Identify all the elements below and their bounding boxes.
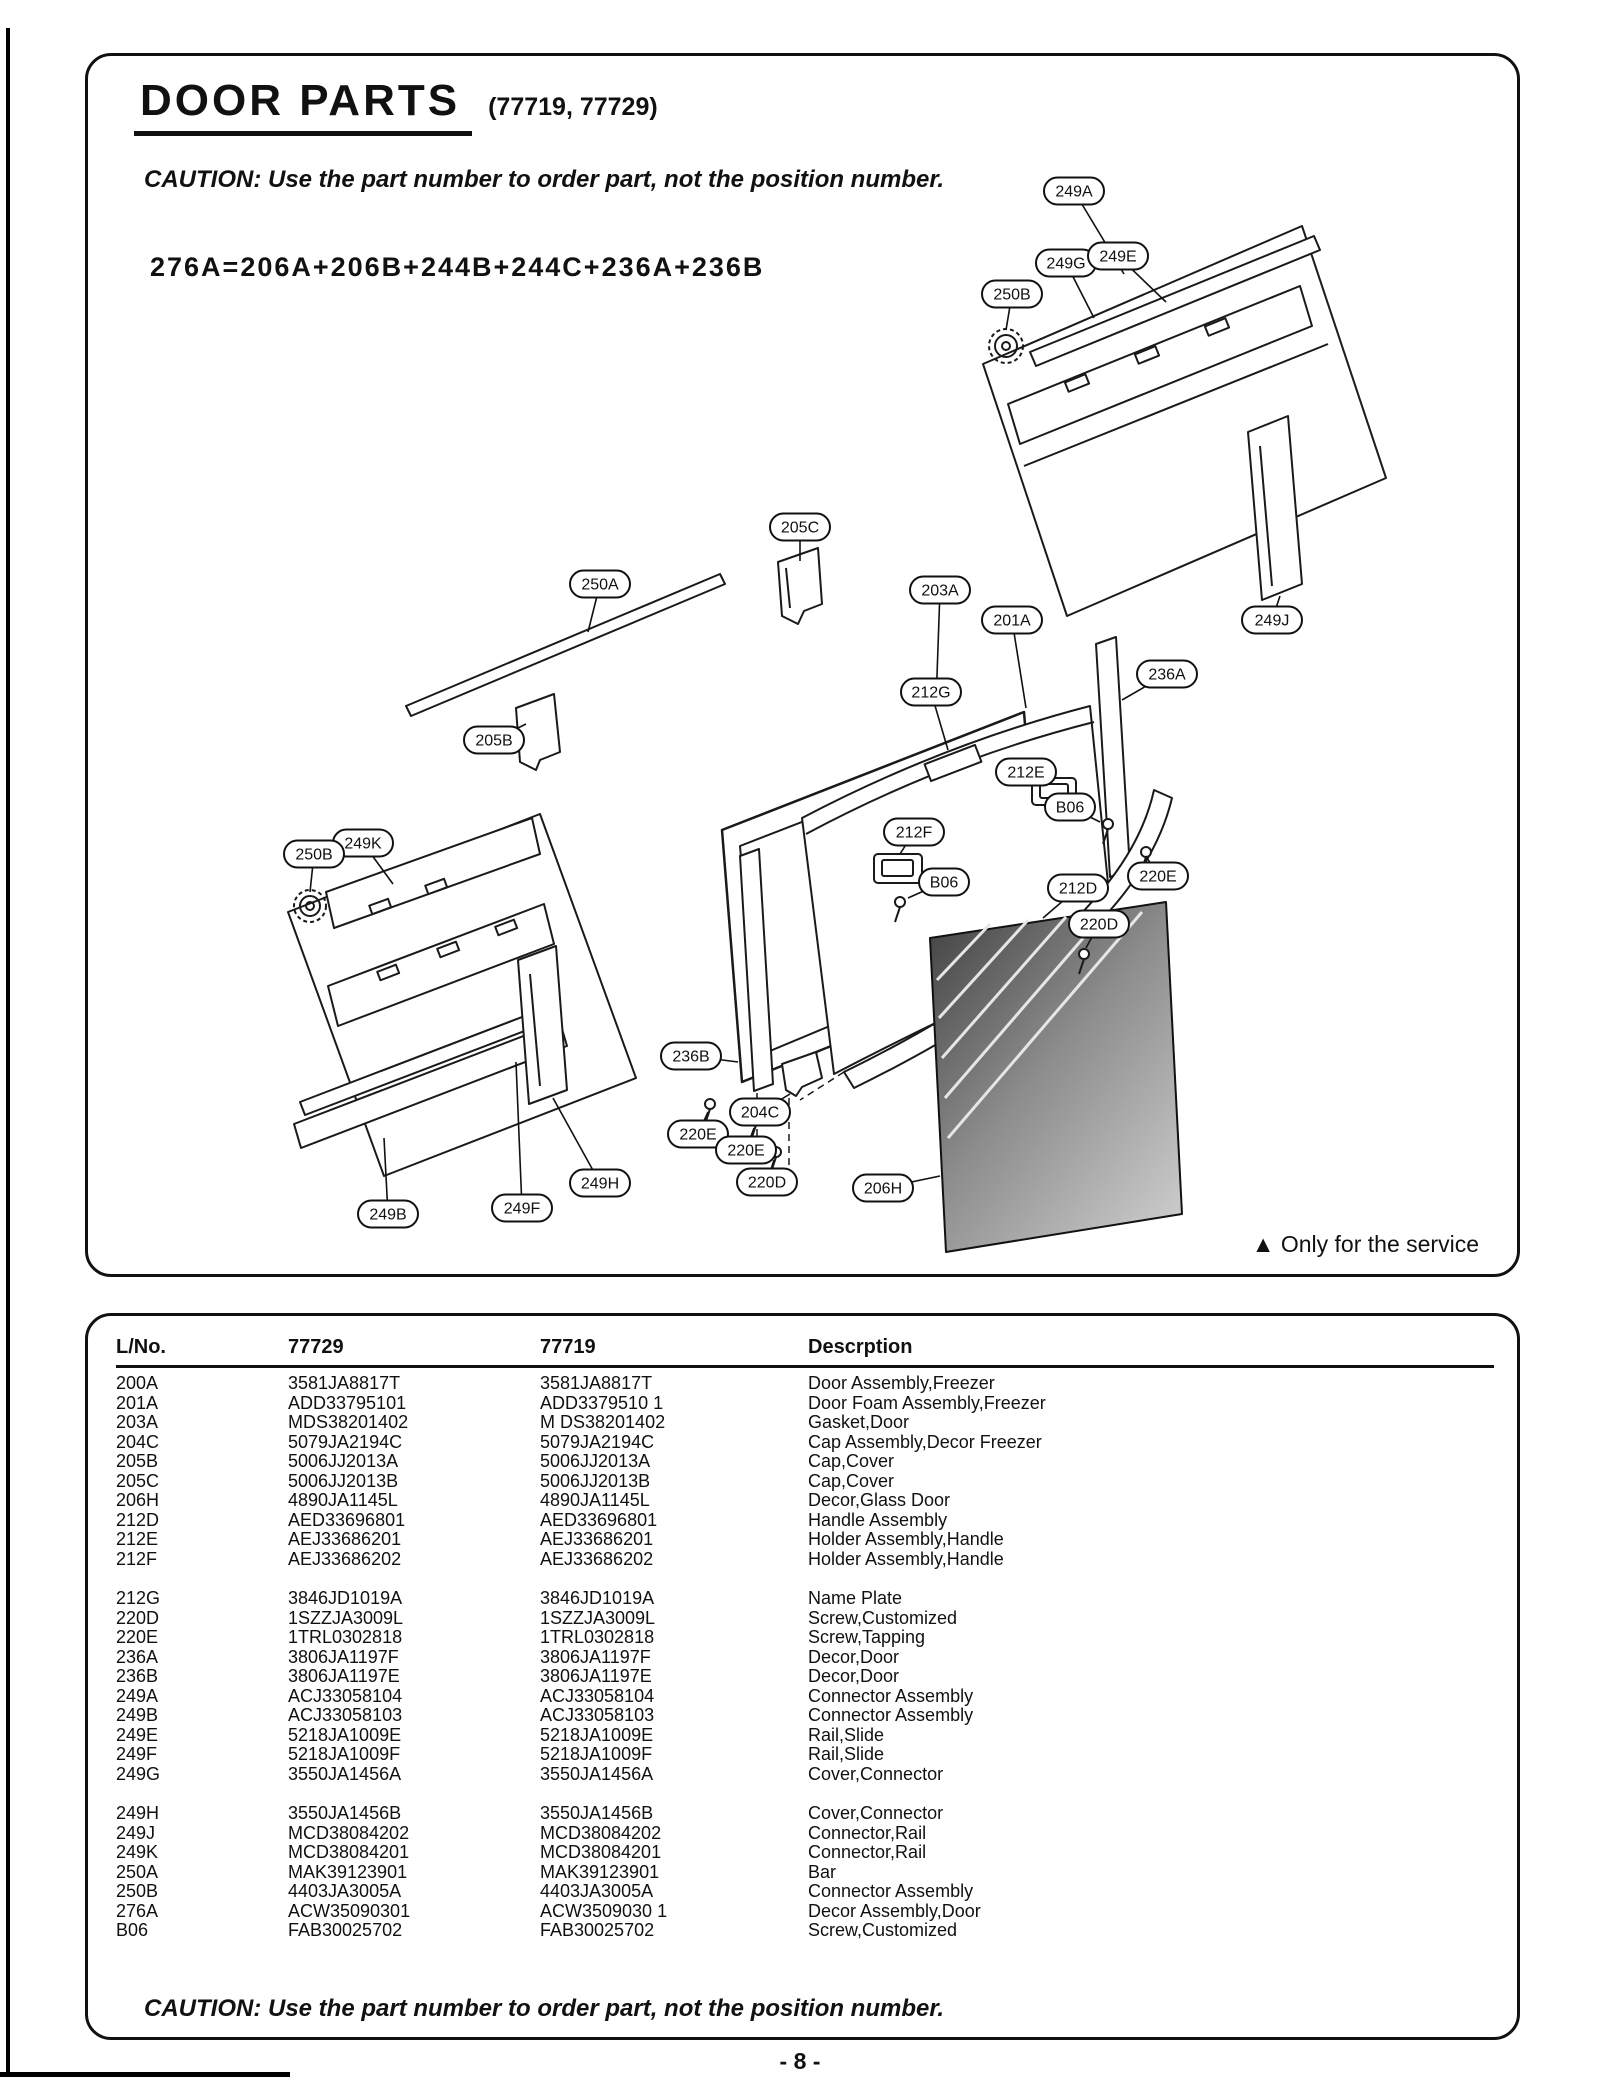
svg-text:220D: 220D <box>1079 916 1119 934</box>
table-cell: ACJ33058103 <box>288 1706 403 1725</box>
table-cell: Screw,Customized <box>808 1608 958 1628</box>
table-cell: MCD38084202 <box>540 1823 662 1843</box>
svg-text:236A: 236A <box>1148 666 1186 684</box>
table-cell: 5218JA1009F <box>288 1745 401 1764</box>
table-cell: Bar <box>808 1862 837 1882</box>
table-row <box>116 1745 1494 1765</box>
table-group-spacer <box>116 1784 1494 1804</box>
column-header: 77719 <box>540 1336 808 1367</box>
table-cell: 5218JA1009F <box>540 1745 653 1764</box>
table-cell: Gasket,Door <box>808 1413 910 1432</box>
callout-206H <box>853 1175 940 1202</box>
table-cell: 236B <box>116 1667 159 1686</box>
table-row <box>116 1433 1494 1453</box>
table-cell: 249H <box>116 1804 160 1823</box>
scan-artifact-left-edge <box>6 28 10 2074</box>
svg-text:249H: 249H <box>580 1175 620 1193</box>
part-glass-door-206h <box>930 902 1182 1252</box>
table-cell: ACW3509030 1 <box>540 1901 668 1921</box>
table-row <box>116 1863 1494 1883</box>
table-cell: FAB30025702 <box>288 1921 403 1940</box>
parts-table-panel <box>85 1313 1520 2040</box>
table-row <box>116 1609 1494 1629</box>
table-row <box>116 1550 1494 1570</box>
title-row <box>134 76 658 136</box>
connector-assembly-top-right <box>983 226 1386 616</box>
page-title: DOOR PARTS <box>134 76 472 136</box>
table-cell: ACJ33058103 <box>540 1706 655 1725</box>
table-cell: ADD33795101 <box>288 1393 407 1413</box>
table-cell: Cover,Connector <box>808 1764 944 1784</box>
table-cell: Decor,Door <box>808 1647 900 1667</box>
table-cell: 5079JA2194C <box>540 1432 655 1452</box>
table-row <box>116 1824 1494 1844</box>
column-header: L/No. <box>116 1336 288 1367</box>
svg-text:249J: 249J <box>1254 612 1290 630</box>
part-bar-250a <box>406 574 725 716</box>
svg-text:249F: 249F <box>503 1200 541 1218</box>
svg-text:212D: 212D <box>1058 880 1098 898</box>
callout-205B <box>464 724 526 754</box>
table-cell: Handle Assembly <box>808 1510 948 1530</box>
table-cell: 3550JA1456B <box>540 1804 654 1823</box>
table-cell: AEJ33686201 <box>540 1530 654 1549</box>
table-row <box>116 1491 1494 1511</box>
table-cell: Rail,Slide <box>808 1745 885 1764</box>
table-cell: Cap,Cover <box>808 1471 895 1491</box>
table-cell: 1SZZJA3009L <box>288 1608 404 1628</box>
table-cell: 205C <box>116 1471 160 1491</box>
table-cell: 1TRL0302818 <box>540 1628 655 1647</box>
table-cell: Connector Assembly <box>808 1882 974 1901</box>
table-row <box>116 1472 1494 1492</box>
callout-236B <box>661 1043 738 1070</box>
page-number: - 8 - <box>779 2048 821 2074</box>
part-connector-250b-left <box>294 890 326 922</box>
svg-text:212E: 212E <box>1007 764 1045 782</box>
table-cell: 249G <box>116 1764 161 1784</box>
table-row <box>116 1628 1494 1648</box>
table-group-spacer <box>116 1569 1494 1589</box>
table-cell: 3550JA1456B <box>288 1804 402 1823</box>
table-cell: 200A <box>116 1373 159 1393</box>
table-cell: 249F <box>116 1745 158 1764</box>
callout-250B <box>284 841 344 893</box>
svg-text:249G: 249G <box>1046 255 1086 273</box>
table-row <box>116 1413 1494 1433</box>
table-cell: Decor Assembly,Door <box>808 1901 981 1921</box>
table-cell: 205B <box>116 1452 159 1471</box>
diagram-panel <box>85 53 1520 1277</box>
table-cell: ADD3379510 1 <box>540 1393 664 1413</box>
svg-text:B06: B06 <box>1055 799 1085 817</box>
table-cell: 5006JJ2013A <box>288 1452 399 1471</box>
caution-text-bottom: CAUTION: Use the part number to order part, not the position number. <box>144 1995 945 2022</box>
part-cap-204c <box>782 1052 822 1096</box>
table-cell: 3550JA1456A <box>288 1764 402 1784</box>
table-row <box>116 1589 1494 1609</box>
svg-text:220D: 220D <box>747 1174 787 1192</box>
table-row <box>116 1765 1494 1785</box>
svg-text:249E: 249E <box>1099 248 1137 266</box>
table-cell: 5006JJ2013B <box>288 1471 399 1491</box>
table-row <box>116 1843 1494 1863</box>
table-cell: AED33696801 <box>540 1510 658 1530</box>
table-row <box>116 1452 1494 1472</box>
svg-text:250A: 250A <box>581 576 619 594</box>
table-cell: 203A <box>116 1413 159 1432</box>
callout-201A <box>982 607 1042 709</box>
column-header: 77729 <box>288 1336 540 1367</box>
table-cell: 212G <box>116 1589 161 1608</box>
svg-text:212F: 212F <box>895 824 933 842</box>
table-cell: Name Plate <box>808 1589 903 1608</box>
table-cell: Cover,Connector <box>808 1804 944 1823</box>
table-cell: 4403JA3005A <box>288 1882 402 1901</box>
table-cell: MCD38084201 <box>288 1843 410 1862</box>
table-cell: Connector Assembly <box>808 1686 974 1706</box>
table-cell: 3846JD1019A <box>540 1589 655 1608</box>
table-cell: 249E <box>116 1725 159 1745</box>
diagram-art <box>288 226 1386 1252</box>
table-cell: 3550JA1456A <box>540 1764 654 1784</box>
callout-220D <box>737 1160 797 1196</box>
table-row <box>116 1921 1494 1941</box>
table-row <box>116 1394 1494 1414</box>
callout-249G <box>1036 250 1096 319</box>
table-row <box>116 1902 1494 1922</box>
svg-text:203A: 203A <box>921 582 959 600</box>
callout-249B <box>358 1138 418 1228</box>
table-cell: 220D <box>116 1608 160 1628</box>
table-row <box>116 1804 1494 1824</box>
table-cell: Rail,Slide <box>808 1725 885 1745</box>
table-cell: 201A <box>116 1393 159 1413</box>
table-cell: 250B <box>116 1882 159 1901</box>
table-cell: 5006JJ2013B <box>540 1471 651 1491</box>
table-cell: 4403JA3005A <box>540 1882 654 1901</box>
column-header: Descrption <box>808 1336 1494 1367</box>
svg-text:B06: B06 <box>929 874 959 892</box>
table-row <box>116 1882 1494 1902</box>
table-cell: 1TRL0302818 <box>288 1628 403 1647</box>
table-row <box>116 1726 1494 1746</box>
table-cell: Screw,Customized <box>808 1921 958 1940</box>
connector-assembly-left <box>288 814 636 1176</box>
table-cell: MAK39123901 <box>540 1862 660 1882</box>
table-cell: 3846JD1019A <box>288 1589 403 1608</box>
table-row <box>116 1706 1494 1726</box>
parts-table-body <box>116 1367 1494 1941</box>
table-cell: Holder Assembly,Handle <box>808 1530 1004 1549</box>
table-cell: B06 <box>116 1921 149 1940</box>
callout-249H <box>553 1098 630 1197</box>
table-cell: Connector,Rail <box>808 1823 927 1843</box>
table-cell: Decor,Glass Door <box>808 1491 951 1510</box>
assembly-formula: 276A=206A+206B+244B+244C+236A+236B <box>150 252 765 282</box>
svg-text:250B: 250B <box>993 286 1031 304</box>
table-cell: Connector Assembly <box>808 1706 974 1725</box>
svg-text:250B: 250B <box>295 846 333 864</box>
callout-236A <box>1122 661 1197 701</box>
table-cell: 3806JA1197F <box>288 1647 399 1667</box>
table-cell: 212E <box>116 1530 159 1549</box>
table-cell: MAK39123901 <box>288 1862 408 1882</box>
svg-text:205C: 205C <box>780 519 820 537</box>
svg-text:249B: 249B <box>369 1206 407 1224</box>
svg-text:212G: 212G <box>911 684 951 702</box>
table-cell: 236A <box>116 1647 159 1667</box>
svg-text:220E: 220E <box>679 1126 717 1144</box>
parts-table <box>116 1336 1494 1941</box>
table-cell: 212F <box>116 1549 158 1569</box>
table-cell: Holder Assembly,Handle <box>808 1549 1004 1569</box>
table-cell: Door Assembly,Freezer <box>808 1373 995 1393</box>
model-numbers: (77719, 77729) <box>488 93 658 121</box>
table-cell: Cap,Cover <box>808 1452 895 1471</box>
table-cell: MCD38084202 <box>288 1823 410 1843</box>
parts-table-head-row <box>116 1336 1494 1367</box>
svg-text:249A: 249A <box>1055 183 1093 201</box>
table-cell: 250A <box>116 1862 159 1882</box>
part-cover-connector-249h <box>518 946 567 1104</box>
table-cell: MDS38201402 <box>288 1413 409 1432</box>
table-cell: AEJ33686201 <box>288 1530 402 1549</box>
callout-205C <box>770 514 830 562</box>
table-cell: M DS38201402 <box>540 1413 666 1432</box>
table-cell: Decor,Door <box>808 1667 900 1686</box>
table-cell: 4890JA1145L <box>540 1491 650 1510</box>
table-cell: 3806JA1197E <box>288 1667 400 1686</box>
table-cell: FAB30025702 <box>540 1921 655 1940</box>
service-note: ▲ Only for the service <box>1251 1231 1479 1257</box>
caution-text-top: CAUTION: Use the part number to order part, not the position number. <box>144 166 945 193</box>
table-row <box>116 1367 1494 1394</box>
callout-249E <box>1088 243 1166 303</box>
table-cell: 249A <box>116 1686 159 1706</box>
table-cell: 5218JA1009E <box>288 1725 402 1745</box>
table-cell: 249J <box>116 1823 156 1843</box>
svg-text:204C: 204C <box>740 1104 780 1122</box>
table-cell: AEJ33686202 <box>540 1549 654 1569</box>
table-cell: 5218JA1009E <box>540 1725 654 1745</box>
table-row <box>116 1687 1494 1707</box>
table-cell: 1SZZJA3009L <box>540 1608 656 1628</box>
table-cell: Cap Assembly,Decor Freezer <box>808 1432 1042 1452</box>
table-cell: 276A <box>116 1901 159 1921</box>
table-cell: 3806JA1197F <box>540 1647 651 1667</box>
table-row <box>116 1530 1494 1550</box>
part-decor-236b <box>740 849 773 1091</box>
callout-249J <box>1242 596 1302 634</box>
table-cell: ACW35090301 <box>288 1901 411 1921</box>
table-cell: 220E <box>116 1628 159 1647</box>
table-cell: 5079JA2194C <box>288 1432 403 1452</box>
table-row <box>116 1648 1494 1668</box>
svg-text:249K: 249K <box>344 835 382 853</box>
table-cell: 5006JJ2013A <box>540 1452 651 1471</box>
svg-text:220E: 220E <box>727 1142 765 1160</box>
table-cell: 249B <box>116 1706 159 1725</box>
svg-text:205B: 205B <box>475 732 513 750</box>
table-cell: ACJ33058104 <box>288 1686 403 1706</box>
callout-212E <box>996 759 1056 787</box>
table-cell: Door Foam Assembly,Freezer <box>808 1393 1046 1413</box>
svg-text:236B: 236B <box>672 1048 710 1066</box>
callout-204C <box>730 1094 790 1126</box>
table-cell: 212D <box>116 1510 160 1530</box>
exploded-parts-diagram <box>88 56 1517 1274</box>
table-cell: MCD38084201 <box>540 1843 662 1862</box>
table-cell: 3581JA8817T <box>288 1373 401 1393</box>
table-cell: 204C <box>116 1432 160 1452</box>
table-row <box>116 1511 1494 1531</box>
table-cell: 206H <box>116 1491 160 1510</box>
table-cell: Screw,Tapping <box>808 1628 926 1647</box>
table-cell: 249K <box>116 1843 159 1862</box>
table-cell: AEJ33686202 <box>288 1549 402 1569</box>
part-connector-rail-249j <box>1248 416 1302 600</box>
table-cell: Connector,Rail <box>808 1843 927 1862</box>
table-cell: 3581JA8817T <box>540 1373 653 1393</box>
table-cell: 3806JA1197E <box>540 1667 652 1686</box>
svg-text:220E: 220E <box>1139 868 1177 886</box>
table-cell: ACJ33058104 <box>540 1686 655 1706</box>
table-row <box>116 1667 1494 1687</box>
part-holder-212f <box>874 854 922 883</box>
callout-250B <box>982 281 1042 331</box>
table-cell: 4890JA1145L <box>288 1491 398 1510</box>
table-cell: AED33696801 <box>288 1510 406 1530</box>
callout-B06 <box>1045 794 1100 823</box>
svg-text:206H: 206H <box>863 1180 903 1198</box>
svg-text:201A: 201A <box>993 612 1031 630</box>
